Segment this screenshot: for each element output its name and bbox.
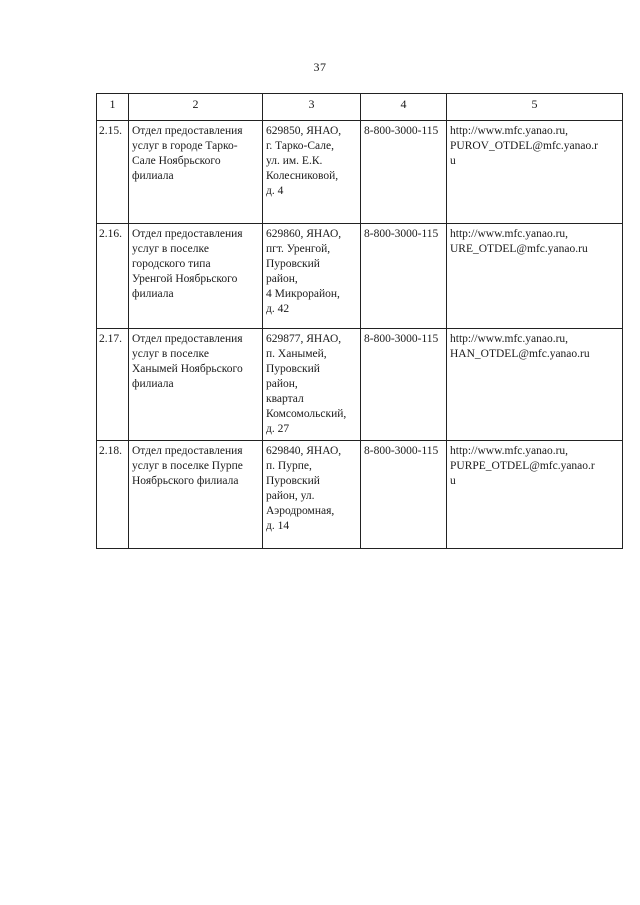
address-line: район, [266, 273, 298, 285]
email-link[interactable]: PURPE_OTDEL@mfc.yanao.r [450, 460, 595, 472]
address-line: д. 27 [266, 423, 290, 435]
office-name-line: Сале Ноябрьского [132, 155, 221, 167]
row-number: 2.16. [97, 224, 129, 329]
office-phone: 8-800-3000-115 [361, 121, 447, 224]
office-name-line: филиала [132, 378, 174, 390]
address-line: Комсомольский, [266, 408, 347, 420]
email-link-continuation: u [450, 475, 456, 487]
address-line: 629860, ЯНАО, [266, 228, 342, 240]
email-link[interactable]: PUROV_OTDEL@mfc.yanao.r [450, 140, 598, 152]
office-address [263, 224, 361, 329]
address-line: квартал [266, 393, 304, 405]
address-line: 629840, ЯНАО, [266, 445, 342, 457]
website-link[interactable]: http://www.mfc.yanao.ru, [450, 445, 569, 457]
address-line: д. 42 [266, 303, 290, 315]
email-link[interactable]: HAN_OTDEL@mfc.yanao.ru [450, 348, 590, 360]
column-header-contact: 5 [447, 94, 623, 121]
email-link-continuation: u [450, 155, 456, 167]
office-name-line: Уренгой Ноябрьского [132, 273, 238, 285]
column-header-name: 2 [129, 94, 263, 121]
address-line: район, ул. [266, 490, 315, 502]
table-row [97, 329, 623, 441]
row-number: 2.17. [97, 329, 129, 441]
office-phone: 8-800-3000-115 [361, 441, 447, 549]
office-contact [447, 224, 623, 329]
email-link[interactable]: URE_OTDEL@mfc.yanao.ru [450, 243, 588, 255]
website-link[interactable]: http://www.mfc.yanao.ru, [450, 333, 569, 345]
address-line: 629877, ЯНАО, [266, 333, 342, 345]
address-line: д. 4 [266, 185, 284, 197]
office-address [263, 441, 361, 549]
column-header-number: 1 [97, 94, 129, 121]
address-line: Пуровский [266, 363, 320, 375]
column-header-address: 3 [263, 94, 361, 121]
address-line: Колесниковой, [266, 170, 339, 182]
office-name-line: филиала [132, 288, 174, 300]
address-line: 629850, ЯНАО, [266, 125, 342, 137]
address-line: Пуровский [266, 258, 320, 270]
office-address [263, 121, 361, 224]
office-address [263, 329, 361, 441]
address-line: Пуровский [266, 475, 320, 487]
office-name-line: Отдел предоставления [132, 125, 243, 137]
address-line: г. Тарко-Сале, [266, 140, 334, 152]
address-line: ул. им. Е.К. [266, 155, 323, 167]
office-name [129, 441, 263, 549]
website-link[interactable]: http://www.mfc.yanao.ru, [450, 228, 569, 240]
office-contact [447, 329, 623, 441]
office-name [129, 121, 263, 224]
address-line: пгт. Уренгой, [266, 243, 331, 255]
office-name-line: Отдел предоставления [132, 228, 243, 240]
page-number: 37 [313, 60, 327, 74]
row-number: 2.15. [97, 121, 129, 224]
office-name-line: Ханымей Ноябрьского [132, 363, 243, 375]
address-line: район, [266, 378, 298, 390]
address-line: Аэродромная, [266, 505, 335, 517]
table-row [97, 441, 623, 549]
office-name-line: городского типа [132, 258, 211, 270]
office-name-line: услуг в городе Тарко- [132, 140, 238, 152]
table-header-row [97, 94, 623, 121]
table-row [97, 224, 623, 329]
office-name [129, 224, 263, 329]
office-phone: 8-800-3000-115 [361, 329, 447, 441]
website-link[interactable]: http://www.mfc.yanao.ru, [450, 125, 569, 137]
address-line: д. 14 [266, 520, 290, 532]
address-line: п. Пурпе, [266, 460, 312, 472]
office-phone: 8-800-3000-115 [361, 224, 447, 329]
column-header-phone: 4 [361, 94, 447, 121]
office-name [129, 329, 263, 441]
row-number: 2.18. [97, 441, 129, 549]
address-line: п. Ханымей, [266, 348, 327, 360]
office-name-line: Отдел предоставления [132, 333, 243, 345]
office-name-line: услуг в поселке [132, 348, 209, 360]
table-row [97, 121, 623, 224]
office-name-line: услуг в поселке Пурпе [132, 460, 243, 472]
office-name-line: услуг в поселке [132, 243, 209, 255]
office-name-line: Отдел предоставления [132, 445, 243, 457]
office-name-line: Ноябрьского филиала [132, 475, 239, 487]
office-contact [447, 441, 623, 549]
offices-table [96, 93, 623, 549]
address-line: 4 Микрорайон, [266, 288, 340, 300]
office-name-line: филиала [132, 170, 174, 182]
office-contact [447, 121, 623, 224]
